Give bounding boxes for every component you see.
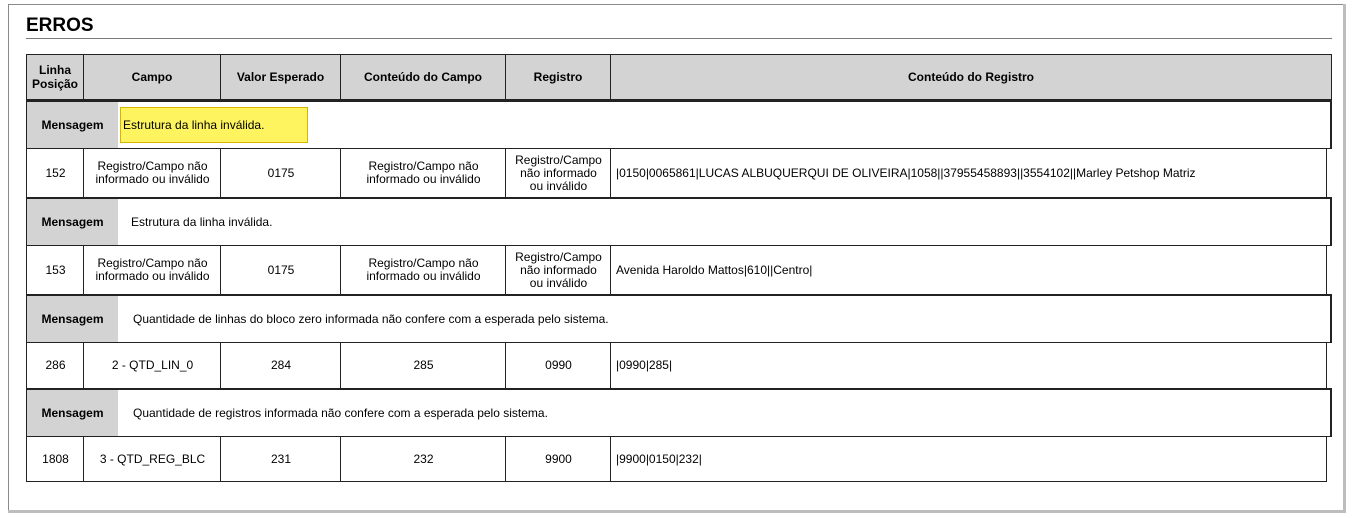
cell-conteudo-registro: Avenida Haroldo Mattos|610||Centro| [610,246,1326,294]
message-text: Estrutura da linha inválida. [131,215,273,229]
table-row [26,149,1332,197]
cell-registro: 9900 [505,437,611,482]
cell-conteudo-registro: |0990|285| [610,343,1326,388]
cell-registro-line2: não informado [520,165,597,180]
row-left-border [26,149,27,197]
cell-conteudo-line2: informado ou inválido [366,269,481,283]
row-right-border [1326,437,1327,482]
message-text: Quantidade de registros informada não confere com a esperada pelo sistema. [133,406,548,420]
row-left-border [26,437,27,482]
cell-campo [83,149,221,197]
cell-registro [505,246,611,294]
cell-linha: 286 [26,343,84,388]
cell-campo [83,246,221,294]
row-left-border [26,246,27,294]
cell-linha: 1808 [26,437,84,482]
cell-campo-line2: informado ou inválido [95,172,210,186]
cell-registro [505,149,611,197]
table-row [26,343,1332,388]
table-row [26,246,1332,294]
message-text: Quantidade de linhas do bloco zero informada não confere com a esperada pelo sistema. [133,312,609,326]
cell-conteudo-registro: |0150|0065861|LUCAS ALBUQUERQUI DE OLIVEIRA|1058||37955458893||3554102||Marley Petshop Matriz [610,149,1326,197]
row-right-border [1326,149,1327,197]
cell-conteudo-line2: informado ou inválido [366,172,481,186]
table-row [26,437,1332,482]
message-row [26,100,1332,149]
cell-valor-esperado: 0175 [220,246,341,294]
header-campo: Campo [83,54,221,100]
page-shadow-bottom [8,510,1346,513]
cell-registro: 0990 [505,343,611,388]
cell-linha: 152 [26,149,84,197]
message-label: Mensagem [27,296,118,342]
cell-registro-line3: ou inválido [529,275,588,290]
cell-conteudo-line1: Registro/Campo não [368,256,479,270]
header-valor-esperado: Valor Esperado [220,54,341,100]
header-linha-label: Linha [39,63,71,77]
row-bottom-border [26,481,1327,482]
cell-campo: 3 - QTD_REG_BLC [83,437,221,482]
cell-conteudo-campo: 232 [340,437,506,482]
cell-conteudo-registro: |9900|0150|232| [610,437,1326,482]
row-left-border [26,343,27,388]
message-label: Mensagem [27,102,118,148]
page-shadow-right [1343,4,1346,512]
section-title: ERROS [26,15,94,36]
cell-campo-line1: Registro/Campo não [97,159,208,173]
cell-campo: 2 - QTD_LIN_0 [83,343,221,388]
message-label: Mensagem [27,390,118,436]
cell-valor-esperado: 231 [220,437,341,482]
cell-registro-line3: ou inválido [529,178,588,193]
cell-conteudo-campo [340,246,506,294]
message-row [26,197,1332,246]
cell-campo-line1: Registro/Campo não [97,256,208,270]
cell-conteudo-campo [340,149,506,197]
row-right-border [1326,343,1327,388]
header-conteudo-registro: Conteúdo do Registro [610,54,1332,100]
header-conteudo-campo: Conteúdo do Campo [340,54,506,100]
cell-registro-line2: não informado [520,262,597,277]
header-linha-posicao [26,54,84,100]
header-registro: Registro [505,54,611,100]
cell-valor-esperado: 0175 [220,149,341,197]
cell-conteudo-line1: Registro/Campo não [368,159,479,173]
header-posicao-label: Posição [31,77,79,91]
cell-conteudo-campo: 285 [340,343,506,388]
message-row [26,294,1332,343]
cell-linha: 153 [26,246,84,294]
cell-registro-line1: Registro/Campo [515,249,602,264]
row-right-border [1326,246,1327,294]
cell-registro-line1: Registro/Campo [515,152,602,167]
message-text: Estrutura da linha inválida. [123,118,265,132]
cell-valor-esperado: 284 [220,343,341,388]
message-row [26,388,1332,437]
cell-campo-line2: informado ou inválido [95,269,210,283]
title-divider [26,38,1332,39]
message-label: Mensagem [27,199,118,245]
